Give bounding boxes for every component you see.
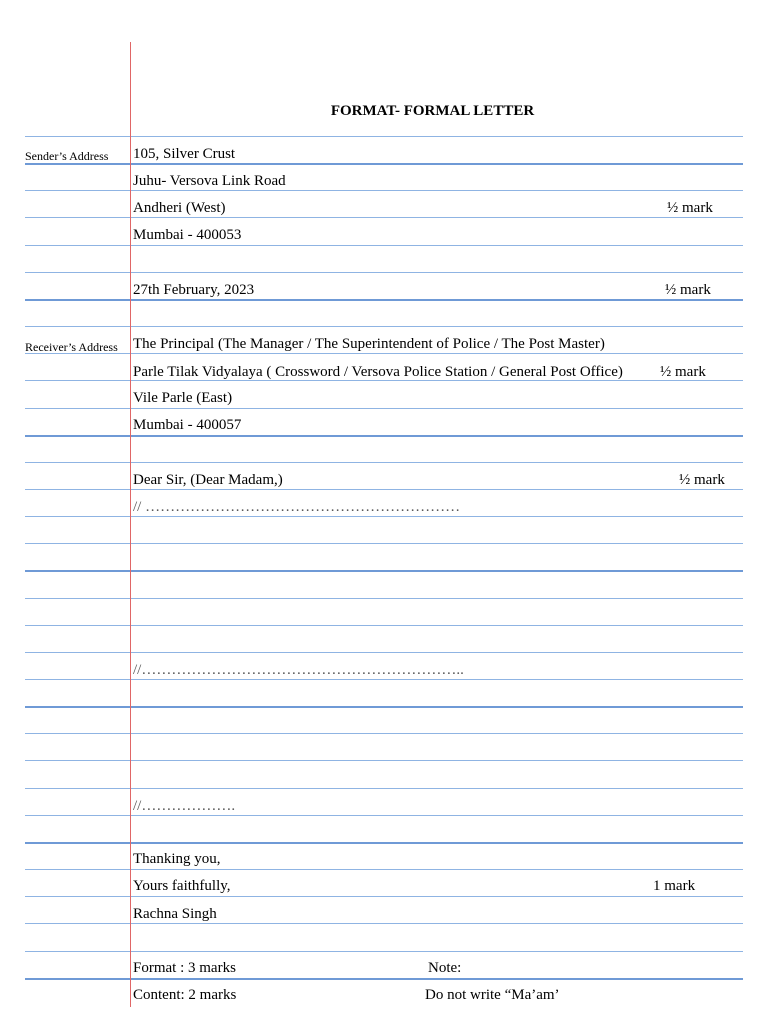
ruled-line <box>25 815 743 816</box>
ruled-line <box>25 217 743 218</box>
ruled-line <box>25 435 743 437</box>
closing-sign-off: Yours faithfully, <box>133 878 231 894</box>
sender-address-mark: ½ mark <box>667 200 713 216</box>
receiver-address-mark: ½ mark <box>660 364 706 380</box>
sender-address-line-1: 105, Silver Crust <box>133 146 236 162</box>
ruled-line <box>25 923 743 924</box>
ruled-line <box>25 760 743 761</box>
ruled-line <box>25 706 743 708</box>
date-mark: ½ mark <box>665 282 711 298</box>
signatory-name: Rachna Singh <box>133 906 217 922</box>
ruled-line <box>25 408 743 409</box>
closing-mark: 1 mark <box>653 878 696 894</box>
ruled-line <box>25 353 743 354</box>
receiver-address-line-2: Parle Tilak Vidyalaya ( Crossword / Versova Police Station / General Post Office) <box>133 364 623 380</box>
ruled-line <box>25 842 743 844</box>
margin-line <box>130 42 131 1007</box>
ruled-line <box>25 516 743 517</box>
ruled-line <box>25 598 743 599</box>
ruled-line <box>25 163 743 165</box>
ruled-line <box>25 462 743 463</box>
body-paragraph-2: //……………………………………………………….. <box>133 662 464 678</box>
ruled-line <box>25 652 743 653</box>
ruled-line <box>25 869 743 870</box>
ruled-line <box>25 978 743 980</box>
ruled-line <box>25 896 743 897</box>
closing-thanks: Thanking you, <box>133 851 221 867</box>
ruled-line <box>25 733 743 734</box>
receiver-address-line-1: The Principal (The Manager / The Superintendent of Police / The Post Master) <box>133 336 605 352</box>
note-text: Do not write “Ma’am’ <box>425 987 560 1003</box>
ruled-line <box>25 272 743 273</box>
page-title: FORMAT- FORMAL LETTER <box>330 103 535 119</box>
ruled-line <box>25 190 743 191</box>
ruled-line <box>25 570 743 572</box>
letter-date: 27th February, 2023 <box>133 282 255 298</box>
receiver-address-line-4: Mumbai - 400057 <box>133 417 242 433</box>
ruled-line <box>25 679 743 680</box>
ruled-line <box>25 951 743 952</box>
receiver-address-label: Receiver’s Address <box>25 340 118 354</box>
body-paragraph-3: //………………. <box>133 798 236 814</box>
ruled-line <box>25 326 743 327</box>
body-paragraph-1: // ……………………………………………………… <box>133 499 461 515</box>
format-marks: Format : 3 marks <box>133 960 236 976</box>
receiver-address-line-3: Vile Parle (East) <box>133 390 233 406</box>
ruled-line <box>25 245 743 246</box>
ruled-line <box>25 625 743 626</box>
sender-address-line-4: Mumbai - 400053 <box>133 227 242 243</box>
salutation-mark: ½ mark <box>679 472 725 488</box>
note-label: Note: <box>428 960 462 976</box>
sender-address-line-2: Juhu- Versova Link Road <box>133 173 286 189</box>
sender-address-line-3: Andheri (West) <box>133 200 226 216</box>
salutation: Dear Sir, (Dear Madam,) <box>133 472 283 488</box>
ruled-line <box>25 136 743 137</box>
ruled-line <box>25 299 743 301</box>
ruled-line <box>25 543 743 544</box>
ruled-line <box>25 788 743 789</box>
content-marks: Content: 2 marks <box>133 987 237 1003</box>
ruled-line <box>25 489 743 490</box>
sender-address-label: Sender’s Address <box>25 149 109 163</box>
